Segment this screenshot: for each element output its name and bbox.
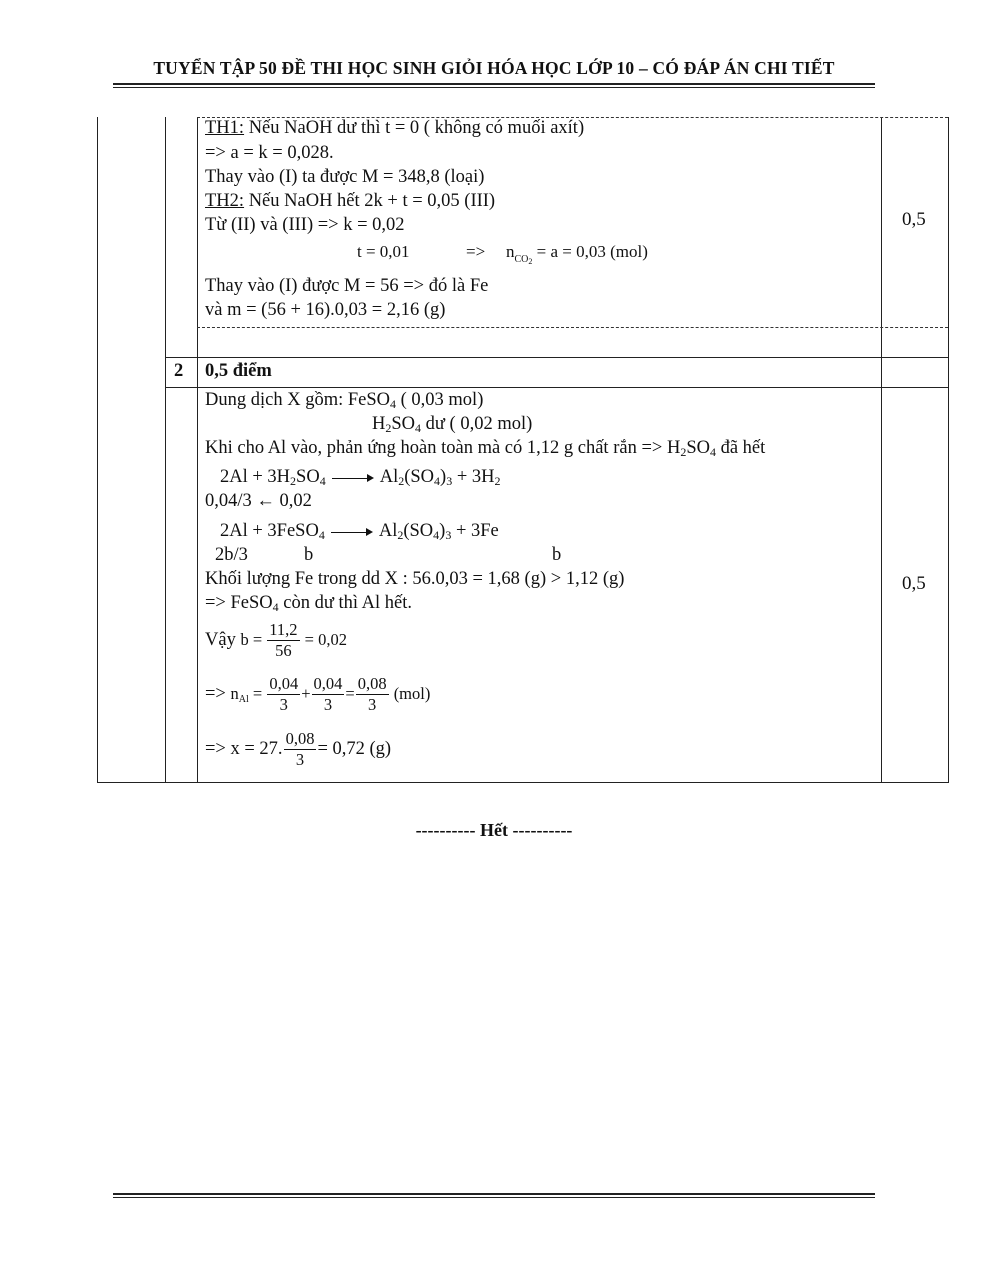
fraction-b	[267, 620, 299, 661]
header-rule-thin	[113, 87, 875, 88]
part2-line1	[205, 390, 483, 411]
eq2-r2: (SO	[403, 521, 434, 541]
feso-b: còn dư thì Al hết.	[278, 593, 412, 613]
table-col-divider-3	[881, 117, 882, 783]
table-col-divider-1	[165, 117, 166, 783]
eq1-s5: 3	[446, 474, 453, 488]
eq1-s6: 2	[494, 474, 501, 488]
fraction-nal-3	[356, 674, 389, 715]
frac2-den: 3	[323, 695, 333, 714]
eq1-s3: 2	[398, 474, 405, 488]
eq2-moles-fe: b	[552, 545, 562, 565]
part1-line3: Thay vào (I) ta được M = 348,8 (loại)	[205, 167, 485, 187]
eq2-s2: 2	[397, 528, 404, 542]
feso-a: => FeSO	[205, 593, 273, 613]
fraction-b-den: 56	[275, 641, 292, 660]
nal-n: n	[230, 683, 239, 703]
part1-line8: và m = (56 + 16).0,03 = 2,16 (g)	[205, 300, 446, 320]
l1-b: ( 0,03 mol)	[396, 390, 484, 410]
part2-number: 2	[174, 361, 184, 381]
eq2-moles-al: 2b/3	[215, 545, 248, 565]
part2-score: 0,5	[902, 573, 926, 594]
l3-a: Khi cho Al vào, phản ứng hoàn toàn mà có 1,12 g chất rắn => H	[205, 438, 681, 458]
eq1-s4: 4	[434, 474, 441, 488]
frac1-den: 3	[279, 695, 288, 714]
fraction-nal-2	[312, 674, 345, 715]
part2-nal-line	[205, 674, 430, 715]
l2-sub1: 2	[385, 421, 392, 435]
nal-eq: =	[248, 683, 267, 703]
eq1-r2: (SO	[404, 467, 435, 487]
nco2-sub-2: 2	[528, 257, 533, 266]
table-border-right	[948, 117, 949, 783]
fraction-b-num: 11,2	[269, 620, 298, 639]
part2-feso4-line	[205, 593, 412, 614]
vay-b: b =	[240, 629, 267, 649]
eq2-s3: 4	[433, 528, 440, 542]
eq1-r3: )	[440, 467, 447, 487]
part1-line6-t: t = 0,01	[357, 242, 410, 261]
part2-fe-mass: Khối lượng Fe trong dd X : 56.0,03 = 1,68 (g) > 1,12 (g)	[205, 569, 625, 589]
part2-x-line	[205, 729, 391, 770]
footer-rule-thick	[113, 1193, 875, 1195]
feso-sub: 4	[272, 600, 279, 614]
frac2-num: 0,04	[313, 674, 343, 693]
eq2-r4: + 3Fe	[451, 521, 499, 541]
part1-line6-arrow: =>	[466, 242, 486, 261]
table-col-divider-2	[197, 117, 198, 783]
nal-plus: +	[301, 683, 311, 703]
reaction-arrow-icon	[332, 473, 374, 483]
eq1-left: 2Al + 3H	[220, 467, 291, 487]
equation-1-moles: 0,04/3 ← 0,02	[205, 491, 312, 511]
part1-line6-nco2	[506, 242, 648, 266]
eq2-r1: Al	[378, 521, 398, 541]
eq1-s1: 2	[290, 474, 297, 488]
nco2-sub-co: CO	[514, 254, 529, 265]
table-bottom-line	[97, 782, 949, 783]
fraction-x-den: 3	[295, 750, 305, 769]
nal-sub: Al	[238, 693, 249, 705]
eq1-r1: Al	[379, 467, 399, 487]
part2-title: 0,5 điểm	[205, 361, 272, 381]
footer-rule-thin	[113, 1197, 875, 1198]
eq1-s2: 4	[319, 474, 326, 488]
equation-2	[220, 521, 499, 542]
eq2-r3: )	[439, 521, 446, 541]
header-rule-thick	[113, 83, 875, 85]
nco2-sub	[515, 254, 533, 265]
nco2-n: n	[506, 242, 515, 261]
frac1-num: 0,04	[269, 674, 299, 693]
l3-sub1: 2	[680, 445, 687, 459]
l2-b: SO	[391, 414, 416, 434]
fraction-nal-1	[267, 674, 300, 715]
part1-th2-line	[205, 191, 495, 212]
th1-label: TH1:	[205, 118, 245, 138]
l2-a: H	[372, 414, 386, 434]
x-result: = 0,72 (g)	[317, 738, 392, 759]
end-marker: ---------- Hết ----------	[415, 820, 573, 840]
frac3-den: 3	[368, 695, 377, 714]
nal-pre: =>	[205, 683, 231, 704]
vay-result: = 0,02	[300, 629, 347, 649]
part2-line3	[205, 438, 765, 459]
part1-line5: Từ (II) và (III) => k = 0,02	[205, 215, 405, 235]
nco2-value: = a = 0,03 (mol)	[532, 242, 648, 261]
l3-b: SO	[686, 438, 710, 458]
fraction-x-num: 0,08	[285, 729, 315, 748]
table-row-line-2	[165, 387, 948, 388]
vay-word: Vậy	[205, 629, 241, 650]
page-header-title: TUYỂN TẬP 50 ĐỀ THI HỌC SINH GIỎI HÓA HỌC LỚP 10 – CÓ ĐÁP ÁN CHI TIẾT	[153, 58, 835, 78]
eq2-s4: 3	[445, 528, 452, 542]
table-row-line-1	[165, 357, 948, 358]
l2-sub2: 4	[415, 421, 422, 435]
nal-eq2: =	[345, 683, 355, 703]
frac3-num: 0,08	[357, 674, 387, 693]
eq2-moles-feso4: b	[304, 545, 314, 565]
th1-text: Nếu NaOH dư thì t = 0 ( không có muối axít)	[244, 118, 585, 138]
eq1-r4: + 3H	[452, 467, 495, 487]
equation-1	[220, 467, 500, 488]
fraction-x	[284, 729, 317, 770]
th2-label: TH2:	[205, 191, 245, 211]
eq1-mid: SO	[296, 467, 320, 487]
l1-a: Dung dịch X gồm: FeSO	[205, 390, 390, 410]
nal-unit: (mol)	[389, 683, 431, 703]
part2-vay-line	[205, 620, 347, 661]
l1-sub: 4	[390, 397, 396, 411]
part2-line2	[372, 414, 532, 435]
x-pre: => x = 27.	[205, 738, 283, 759]
table-row-dashed	[197, 327, 948, 328]
reaction-arrow-icon	[331, 527, 373, 537]
table-border-left	[97, 117, 98, 783]
part1-th1-line	[205, 118, 584, 139]
th2-text: Nếu NaOH hết 2k + t = 0,05 (III)	[244, 191, 496, 211]
eq2-left: 2Al + 3FeSO	[220, 521, 319, 541]
part1-score: 0,5	[902, 209, 926, 230]
l3-c: đã hết	[715, 438, 766, 458]
part1-line7: Thay vào (I) được M = 56 => đó là Fe	[205, 276, 489, 296]
l2-c: dư ( 0,02 mol)	[421, 414, 533, 434]
eq2-s1: 4	[318, 528, 325, 542]
l3-sub2: 4	[709, 445, 716, 459]
part1-line2: => a = k = 0,028.	[205, 143, 334, 163]
